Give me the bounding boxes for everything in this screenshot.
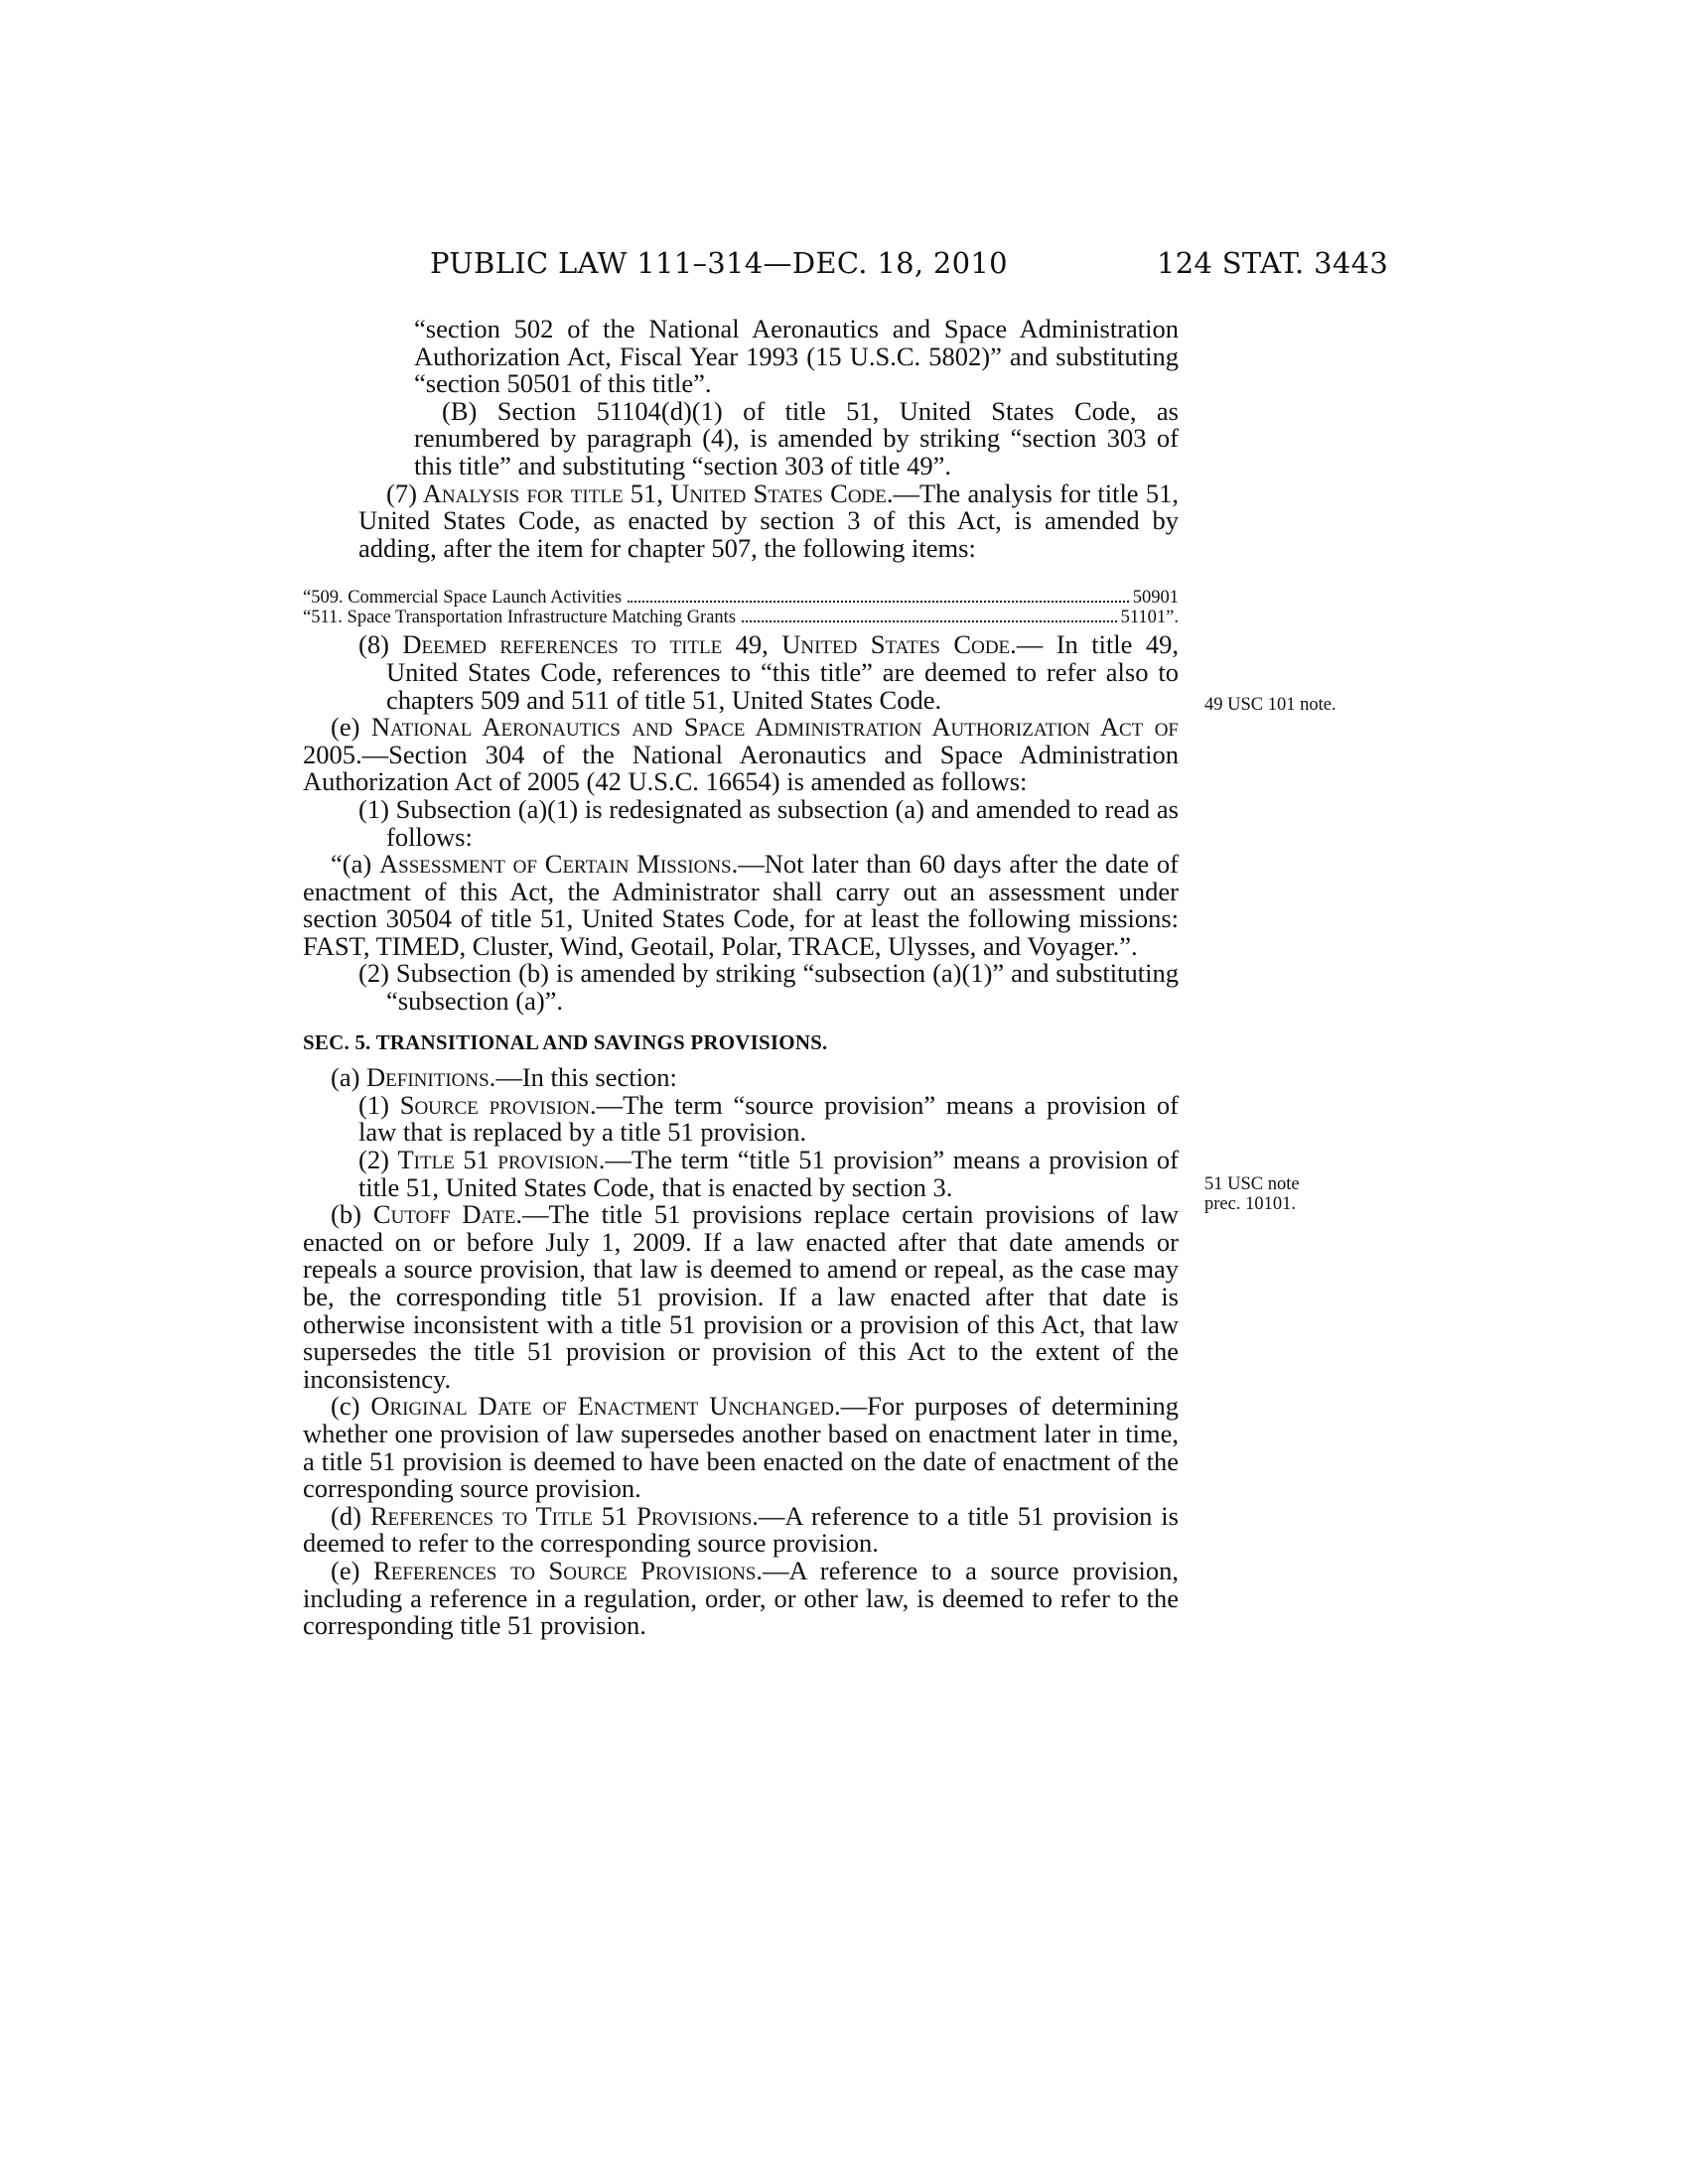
paragraph-2: (2) Subsection (b) is amended by striking “subsection (a)(1)” and substituting “subsection (a)”. [358,958,1179,1017]
paragraph-8 [358,631,1179,714]
paragraph-section-502: “section 502 of the National Aeronautics and Space Administration Authorization Act, Fiscal Year 1993 (15 U.S.C. 5802)” and substituting “section 50501 of this title”. [414,314,1179,399]
subsection-text: —A reference to a title 51 provision is deemed to refer to the corresponding source provision. [303,1500,1179,1559]
chapter-item [303,588,1179,608]
subsection-text: —Not later than 60 days after the date of enactment of this Act, the Administrator shall carry out an assessment under section 30504 of title 51, United States Code, for at least the following missions: FAST, TIMED, Cluster, Wind, Geotail, Polar, TRACE, Ulysses, and Voyager.”. [303,849,1179,961]
running-header-law: PUBLIC LAW 111–314—DEC. 18, 2010 [430,246,1008,280]
paragraph-1: (1) Subsection (a)(1) is redesignated as subsection (a) and amended to read as follows: [358,793,1179,852]
subsection-marker: “(a) [331,849,379,880]
document-body [303,316,1179,1640]
subsection-text: —A reference to a source provision, including a reference in a regulation, order, or other law, is deemed to refer to the corresponding title 51 provision. [303,1555,1180,1641]
paragraph-marker: (1) [358,1089,400,1120]
subsection-heading: Assessment of Certain Missions. [379,849,739,880]
subsection-heading: Definitions. [366,1062,496,1093]
quoted-subsection-a [303,851,1179,960]
chapter-item-label: “509. Commercial Space Launch Activities [303,588,623,609]
subsection-heading: References to Source Provisions. [373,1555,763,1585]
paragraph-text: —The term “source provision” means a provision of law that is replaced by a title 51 provision. [358,1089,1179,1148]
dot-leader [628,600,1129,603]
paragraph-a1 [331,1089,1179,1148]
chapter-item [303,608,1179,627]
paragraph-heading: Title 51 provision. [397,1145,606,1175]
subsection-d [303,1500,1179,1559]
paragraph-text: — In title 49, United States Code, references to “this title” are deemed to refer also to chapters 509 and 511 of title 51, United States Code. [386,629,1179,715]
subsection-heading: National Aeronautics and Space Administration Authorization Act of 2005. [303,712,1179,769]
chapter-item-section: 51101”. [1120,608,1179,628]
margin-note-line: 51 USC note [1204,1174,1300,1194]
margin-note-line: prec. 10101. [1204,1194,1296,1214]
paragraph-heading: (8) Deemed references to title 49, United States Code. [358,629,1017,660]
paragraph-text: —The analysis for title 51, United States Code, as enacted by section 3 of this Act, is amended by adding, after the item for chapter 507, the following items: [358,478,1179,563]
paragraph-heading: Source provision. [399,1089,597,1120]
subsection-marker: (c) [331,1391,371,1422]
subsection-text: —The title 51 provisions replace certain provisions of law enacted on or before July 1, 2009. If a law enacted after that date amends or repeals a source provision, that law is deemed to amend or repeal, as the case may be, the corresponding title 51 provision. If a law enacted after that date is otherwise inconsistent with a title 51 provision or a provision of this Act, that law supersedes the title 51 provision or provision of this Act to the extent of the inconsistency. [303,1199,1180,1394]
dot-leader [742,619,1117,622]
running-header-page: 124 STAT. 3443 [1157,246,1389,280]
chapter-item-section: 50901 [1132,588,1179,609]
section-heading: SEC. 5. TRANSITIONAL AND SAVINGS PROVISIONS. [303,1029,828,1054]
margin-note-usc-101: 49 USC 101 note. [1204,695,1336,715]
chapter-item-label: “511. Space Transportation Infrastructure Matching Grants [303,608,737,628]
paragraph-heading: (7) Analysis for title 51, United States Code. [386,478,894,508]
subsection-text: —Section 304 of the National Aeronautics and Space Administration Authorization Act of 2005 (42 U.S.C. 16654) is amended as follows: [303,739,1179,797]
subsection-marker: (a) [331,1062,367,1093]
subsection-marker: (d) [331,1500,370,1531]
subsection-text: —In this section: [495,1062,677,1093]
paragraph-marker: (2) [358,1145,398,1175]
subsection-e [303,1555,1180,1641]
subsection-heading: Cutoff Date. [372,1199,522,1230]
subsection-b [303,1201,1179,1393]
subsection-heading: References to Title 51 Provisions. [369,1500,759,1531]
chapter-item-list [303,588,1179,627]
paragraph-b: (B) Section 51104(d)(1) of title 51, United States Code, as renumbered by paragraph (4), is amended by striking “section 303 of this title” and substituting “section 303 of title 49”. [414,395,1179,480]
paragraph-7 [358,480,1179,563]
margin-note-usc-10101 [1204,1174,1300,1214]
subsection-e-nasa [303,714,1179,796]
paragraph-a2 [331,1147,1179,1201]
subsection-a [303,1064,1179,1092]
subsection-text: —For purposes of determining whether one provision of law supersedes another based on enactment later in time, a title 51 provision is deemed to have been enacted on the date of enactment of the corresponding source provision. [303,1391,1179,1504]
subsection-c [303,1393,1179,1502]
subsection-marker: (e) [331,712,371,743]
subsection-marker: (e) [331,1555,374,1585]
paragraph-text: —The term “title 51 provision” means a provision of title 51, United States Code, that is enacted by section 3. [358,1145,1179,1202]
subsection-heading: Original Date of Enactment Unchanged. [370,1391,841,1422]
subsection-marker: (b) [331,1199,373,1230]
